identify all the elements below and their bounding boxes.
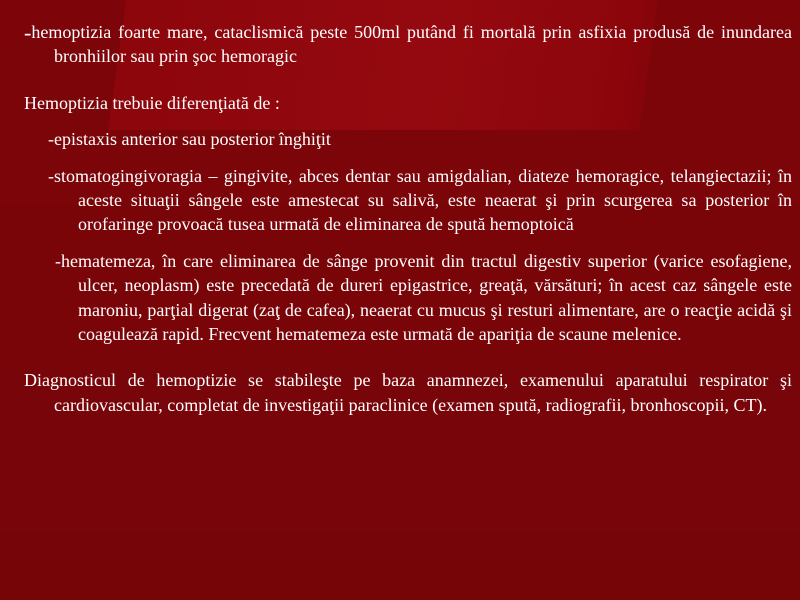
paragraph-stomatogingivoragia: -stomatogingivoragia – gingivite, abces dentar sau amigdalian, diateze hemoragice, telangiectazii; în aceste situaţii sângele este amestecat su salivă, este neaerat şi prin scurgerea sa posterior în orofaringe provoacă tusea urmată de eliminarea de spută hemoptoică [48, 165, 792, 235]
paragraph-massive-hemoptysis [24, 20, 792, 69]
paragraph-lead-dash: - [24, 20, 32, 45]
slide-body [24, 20, 792, 417]
paragraph-text: hemoptizia foarte mare, cataclismică peste 500ml putând fi mortală prin asfixia produsă de inundarea bronhiilor sau prin şoc hemoragic [31, 22, 792, 67]
paragraph-diagnosis: Diagnosticul de hemoptizie se stabileşte pe baza anamnezei, examenului aparatului respirator şi cardiovascular, completat de investigaţii paraclinice (examen spută, radiografii, bronhoscopii, CT). [24, 370, 792, 415]
paragraph-differential-heading: Hemoptizia trebuie diferenţiată de : [24, 92, 280, 113]
paragraph-hematemeza: -hematemeza, în care eliminarea de sânge provenit din tractul digestiv superior (varice esofagiene, ulcer, neoplasm) este precedată de dureri epigastrice, greaţă, vărsături; în acest caz sângele este maroniu, parţial digerat (zaţ de cafea), neaerat cu mucus şi resturi alimentare, are o reacţie acidă şi coagulează rapid. Frecvent hematemeza este urmată de apariţia de scaune melenice. [55, 250, 792, 345]
paragraph-epistaxis: -epistaxis anterior sau posterior înghiţit [48, 129, 331, 150]
